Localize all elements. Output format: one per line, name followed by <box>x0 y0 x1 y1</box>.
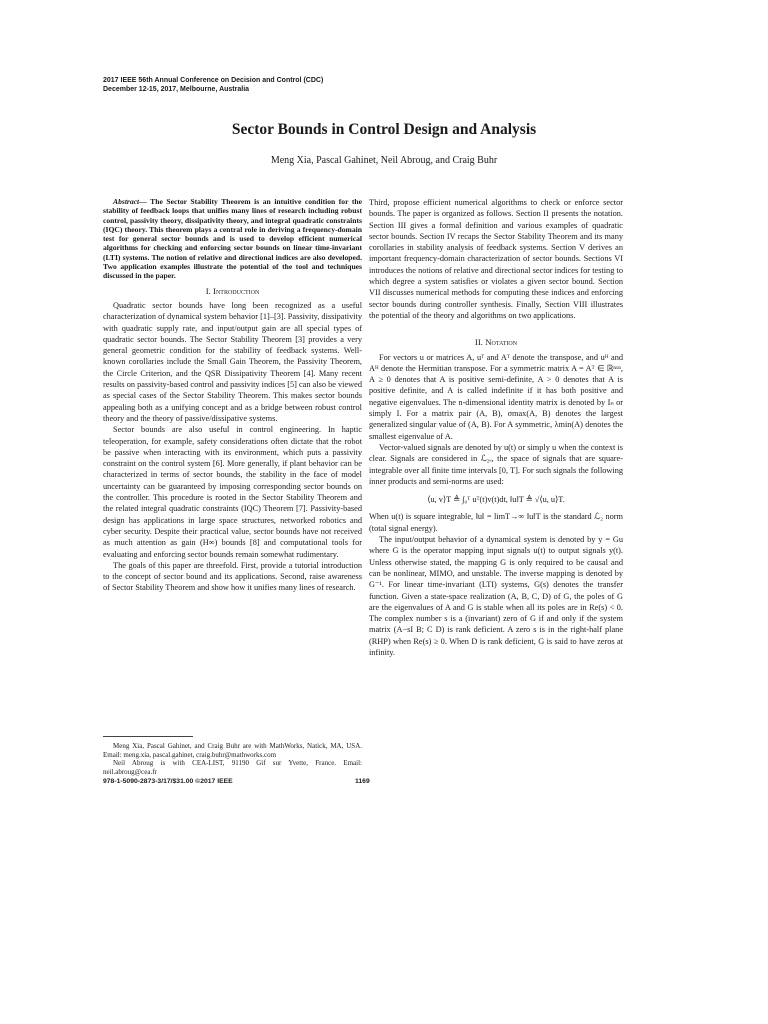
notation-paragraph-1: For vectors u or matrices A, uᵀ and Aᵀ denote the transpose, and uᴴ and Aᴴ denote the Hermitian transpose. For a symmetric matrix A = Aᵀ ∈ ℝⁿˣⁿ, A ≥ 0 denotes that A is positive semi-definite, A > 0 denotes that A is positive definite, and A is called indefinite if it has both positive and negative eigenvalues. The n-dimensional identity matrix is denoted by Iₙ or simply I. For a matrix pair (A, B), σmax(A, B) denotes the largest generalized singular value of (A, B). For A symmetric, λmin(A) denotes the smallest eigenvalue of A. <box>369 352 623 441</box>
conference-dates: December 12-15, 2017, Melbourne, Australia <box>103 86 250 93</box>
intro-paragraph-1: Quadratic sector bounds have long been recognized as a useful characterization of dynamical system behavior [1]–[3]. Passivity, dissipativity with quadratic supply rate, and input/output gain are all special types of quadratic sector bounds. The Sector Stability Theorem [3] provides a very general geometric condition for the stability of feedback systems. Well-known corollaries include the Small Gain Theorem, the Passivity Theorem, the Circle Criterion, and the QSR Dissipativity Theorem [4]. Many recent results on passivity-based control and passivity indices [5] can also be viewed as special cases of the Sector Stability Theorem. This makes sector bounds appealing both as a unifying concept and as a bridge between robust control theory and the theory of passive/dissipative systems. <box>103 300 362 423</box>
section-title: Introduction <box>213 285 260 296</box>
section-number: I. <box>205 285 211 296</box>
right-column <box>369 197 623 658</box>
footnote-affiliation-1: Meng Xia, Pascal Gahinet, and Craig Buhr are with MathWorks, Natick, MA, USA. Email: meng.xia, pascal.gahinet, craig.buhr@mathworks.com <box>103 742 362 759</box>
paper-title: Sector Bounds in Control Design and Analysis <box>231 121 537 138</box>
conference-header <box>103 76 323 94</box>
section-title: Notation <box>485 337 518 348</box>
abstract-lead: Abstract <box>113 197 140 206</box>
abstract-text: — The Sector Stability Theorem is an intuitive condition for the stability of feedback loops that unifies many lines of research including robust control, passivity theory, dissipativity theory, and integral quadratic constraints (IQC) theory. This theorem plays a central role in deriving a frequency-domain test for general sector bounds and is used to develop efficient numerical algorithms for checking and enforcing sector bounds on linear time-invariant (LTI) systems. The notion of relative and directional indices are also developed. Two application examples illustrate the potential of the tool and techniques discussed in the paper. <box>103 197 362 281</box>
left-column <box>103 197 362 594</box>
section-number: II. <box>474 337 483 348</box>
notation-paragraph-2: Vector-valued signals are denoted by u(t) or simply u when the context is clear. Signals are considered in ℒ₂ₑ, the space of signals that are square-integrable over all finite time intervals [0, T]. For such signals the following inner products and semi-norms are used: <box>369 442 623 486</box>
notation-paragraph-3: When u(t) is square integrable, ‖u‖ = limT→∞ ‖u‖T is the standard ℒ₂ norm (total signal energy). <box>369 512 623 533</box>
footnote-rule <box>103 736 193 737</box>
page-number: 1169 <box>355 778 370 785</box>
copyright-footer: 978-1-5090-2873-3/17/$31.00 ©2017 IEEE <box>103 778 233 785</box>
inner-product-equation: ⟨u, v⟩T ≜ ∫₀ᵀ uᵀ(t)v(t)dt, ‖u‖T ≜ √⟨u, u⟩T. <box>427 495 565 505</box>
intro-continuation: Third, propose efficient numerical algorithms to check or enforce sector bounds. The paper is organized as follows. Section II presents the notation. Section III gives a formal definition and various examples of quadratic sector bounds. Section IV recaps the Sector Stability Theorem and its many corollaries in stability analysis of feedback systems. Section V derives an important frequency-domain characterization of sector bounds. Sections VI introduces the notions of relative and directional sector indices for testing to which degree a system satisfies or violates a given sector bound. Section VII discusses numerical methods for computing these indices and enforcing sector bounds during controller synthesis. Finally, Section VIII illustrates the potential of the theory and algorithms on two applications. <box>369 198 623 320</box>
paper-authors: Meng Xia, Pascal Gahinet, Neil Abroug, and Craig Buhr <box>270 155 498 166</box>
abstract <box>103 197 362 281</box>
intro-paragraph-2: Sector bounds are also useful in control engineering. In haptic teleoperation, for example, safety considerations often dictate that the robot be passive when interacting with its environment, which puts a passivity constraint on the control system [6]. More generally, if plant behavior can be characterized in terms of sector bounds, the stability in the face of model uncertainty can be guaranteed by imposing corresponding sector bounds on the controller. This procedure is rooted in the Sector Stability Theorem and the related integral quadratic constraints (IQC) Theorem [7]. Passivity-based design has applications in large space structures, networked robotics and cyber security. Despite their practical value, sector bounds have not received as much attention as gain (H∞) bounds [8] and computational tools for evaluating and enforcing sector bounds remain somewhat rudimentary. <box>103 425 362 559</box>
footnote-affiliation-2: Neil Abroug is with CEA-LIST, 91190 Gif sur Yvette, France. Email: neil.abroug@cea.fr <box>103 759 362 776</box>
intro-paragraph-3: The goals of this paper are threefold. First, provide a tutorial introduction to the concept of sector bound and its applications. Second, raise awareness of Sector Stability Theorem and show how it unifies many lines of research. <box>103 560 362 593</box>
conference-name: 2017 IEEE 56th Annual Conference on Decision and Control (CDC) <box>103 77 324 84</box>
section-heading-notation <box>369 337 623 348</box>
notation-paragraph-4: The input/output behavior of a dynamical system is denoted by y = Gu where G is the operator mapping input signals u(t) to output signals y(t). Unless otherwise stated, the mapping G is only required to be causal and can be nonlinear, MIMO, and unstable. The inverse mapping is denoted by G⁻¹. For linear time-invariant (LTI) systems, G(s) denotes the transfer function. Given a state-space realization (A, B, C, D) of G, the poles of G are the eigenvalues of A and G is stable when all its poles are in Re(s) < 0. The complex number s is a (invariant) zero of G if and only if the system matrix (A−sI B; C D) is rank deficient. A zero s is in the right-half plane (RHP) when Re(s) ≥ 0. When D is rank deficient, G is said to have zeros at infinity. <box>369 535 623 657</box>
section-heading-introduction <box>103 286 362 297</box>
footnote <box>103 742 362 776</box>
